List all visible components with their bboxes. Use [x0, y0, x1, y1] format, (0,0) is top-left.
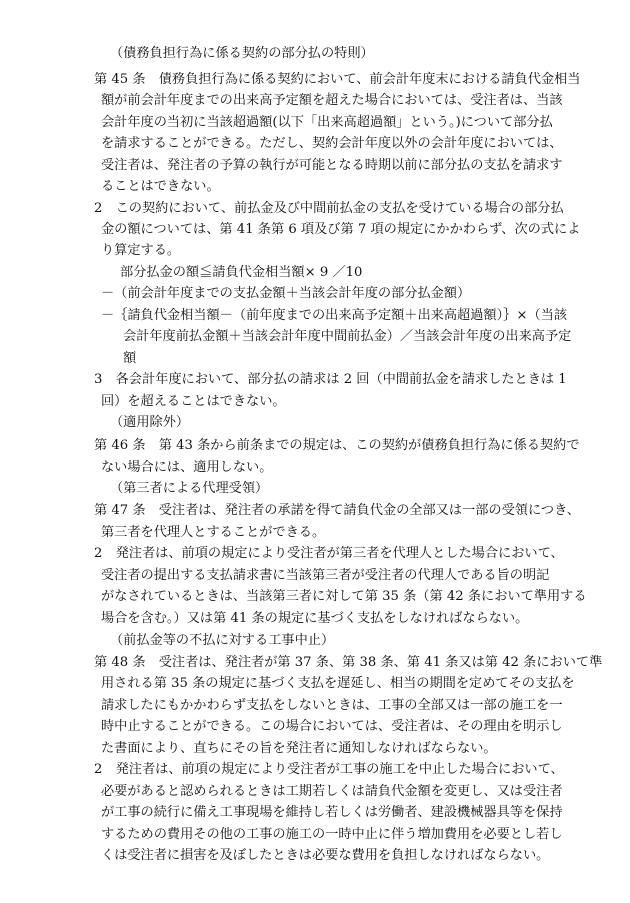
article-48-text: 時中止することができる。この場合においては、受注者は、その理由を明示し: [101, 719, 563, 734]
article-48-para-2: 必要があると認められるときは工期若しくは請負代金額を変更し、又は受注者: [101, 784, 563, 799]
article-48-para-2: するための費用その他の工事の施工の一時中止に伴う増加費用を必要とし若し: [101, 827, 563, 842]
article-48-text: 第 48 条 受注者は、発注者が第 37 条、第 38 条、第 41 条又は第 42 条において準: [94, 655, 603, 670]
article-47-para-2: 2 発注者は、前項の規定により受注者が第三者を代理人とした場合において、: [94, 546, 564, 561]
article-45-text: 第 45 条 債務負担行為に係る契約において、前会計年度末における請負代金相当: [94, 72, 581, 87]
heading-article-47: （第三者による代理受領）: [110, 481, 269, 496]
article-45-para-2: 金の額については、第 41 条第 6 項及び第 7 項の規定にかかわらず、次の式によ: [101, 222, 581, 237]
article-45-text: 受注者は、発注者の予算の執行が可能となる時期以前に部分払の支払を請求す: [101, 158, 563, 173]
article-48-para-2: くは受注者に損害を及ぼしたときは必要な費用を負担しなければならない。: [101, 848, 550, 863]
article-45-text: 額が前会計年度までの出来高予定額を超えた場合においては、受注者は、当該: [101, 93, 563, 108]
formula-line: 会計年度前払金額＋当該会計年度中間前払金）／当該会計年度の出来高予定: [123, 329, 572, 344]
article-45-para-2: り算定する。: [101, 243, 181, 258]
article-48-para-2: が工事の続行に備え工事現場を維持し若しくは労働者、建設機械器具等を保持: [101, 805, 563, 820]
article-47-para-2: がなされているときは、当該第三者に対して第 35 条（第 42 条において準用する: [101, 589, 587, 604]
formula-line: －（前会計年度までの支払金額＋当該会計年度の部分払金額）: [101, 286, 471, 301]
article-45-para-3: 3 各会計年度において、部分払の請求は 2 回（中間前払金を請求したときは 1: [94, 372, 567, 387]
article-46-text: ない場合には、適用しない。: [101, 460, 273, 475]
article-45-para-2: 2 この契約において、前払金及び中間前払金の支払を受けている場合の部分払: [94, 201, 564, 216]
article-45-text: 会計年度の当初に当該超過額(以下「出来高超過額」という。)について部分払: [101, 115, 553, 130]
formula-line: 部分払金の額≦請負代金相当額× 9 ／10: [120, 265, 363, 280]
article-48-text: 請求したにもかかわらず支払をしないときは、工事の全部又は一部の施工を一: [101, 698, 563, 713]
heading-article-46: （適用除外）: [110, 415, 190, 430]
article-48-text: た書面により、直ちにその旨を発注者に通知しなければならない。: [101, 741, 497, 756]
article-48-para-2: 2 発注者は、前項の規定により受注者が工事の施工を中止した場合において、: [94, 762, 564, 777]
article-47-text: 第三者を代理人とすることができる。: [101, 525, 326, 540]
article-45-para-3: 回）を超えることはできない。: [101, 394, 286, 409]
article-47-para-2: 受注者の提出する支払請求書に当該第三者が受注者の代理人である旨の明記: [101, 568, 550, 583]
formula-line: 額: [123, 351, 137, 366]
heading-article-45: （債務負担行為に係る契約の部分払の特則）: [110, 46, 374, 61]
article-48-text: 用される第 35 条の規定に基づく支払を遅延し、相当の期間を定めてその支払を: [101, 676, 575, 691]
article-46-text: 第 46 条 第 43 条から前条までの規定は、この契約が債務負担行為に係る契約で: [94, 438, 580, 453]
article-47-para-2: 場合を含む。）又は第 41 条の規定に基づく支払をしなければならない。: [101, 611, 529, 626]
formula-line: －｛請負代金相当額－（前年度までの出来高予定額＋出来高超過額）｝×（当該: [101, 308, 568, 323]
heading-article-48: （前払金等の不払に対する工事中止）: [110, 633, 335, 648]
article-45-text: を請求することができる。ただし、契約会計年度以外の会計年度においては、: [101, 136, 563, 151]
article-45-text: ることはできない。: [101, 179, 220, 194]
article-47-text: 第 47 条 受注者は、発注者の承諾を得て請負代金の全部又は一部の受領につき、: [94, 503, 580, 518]
